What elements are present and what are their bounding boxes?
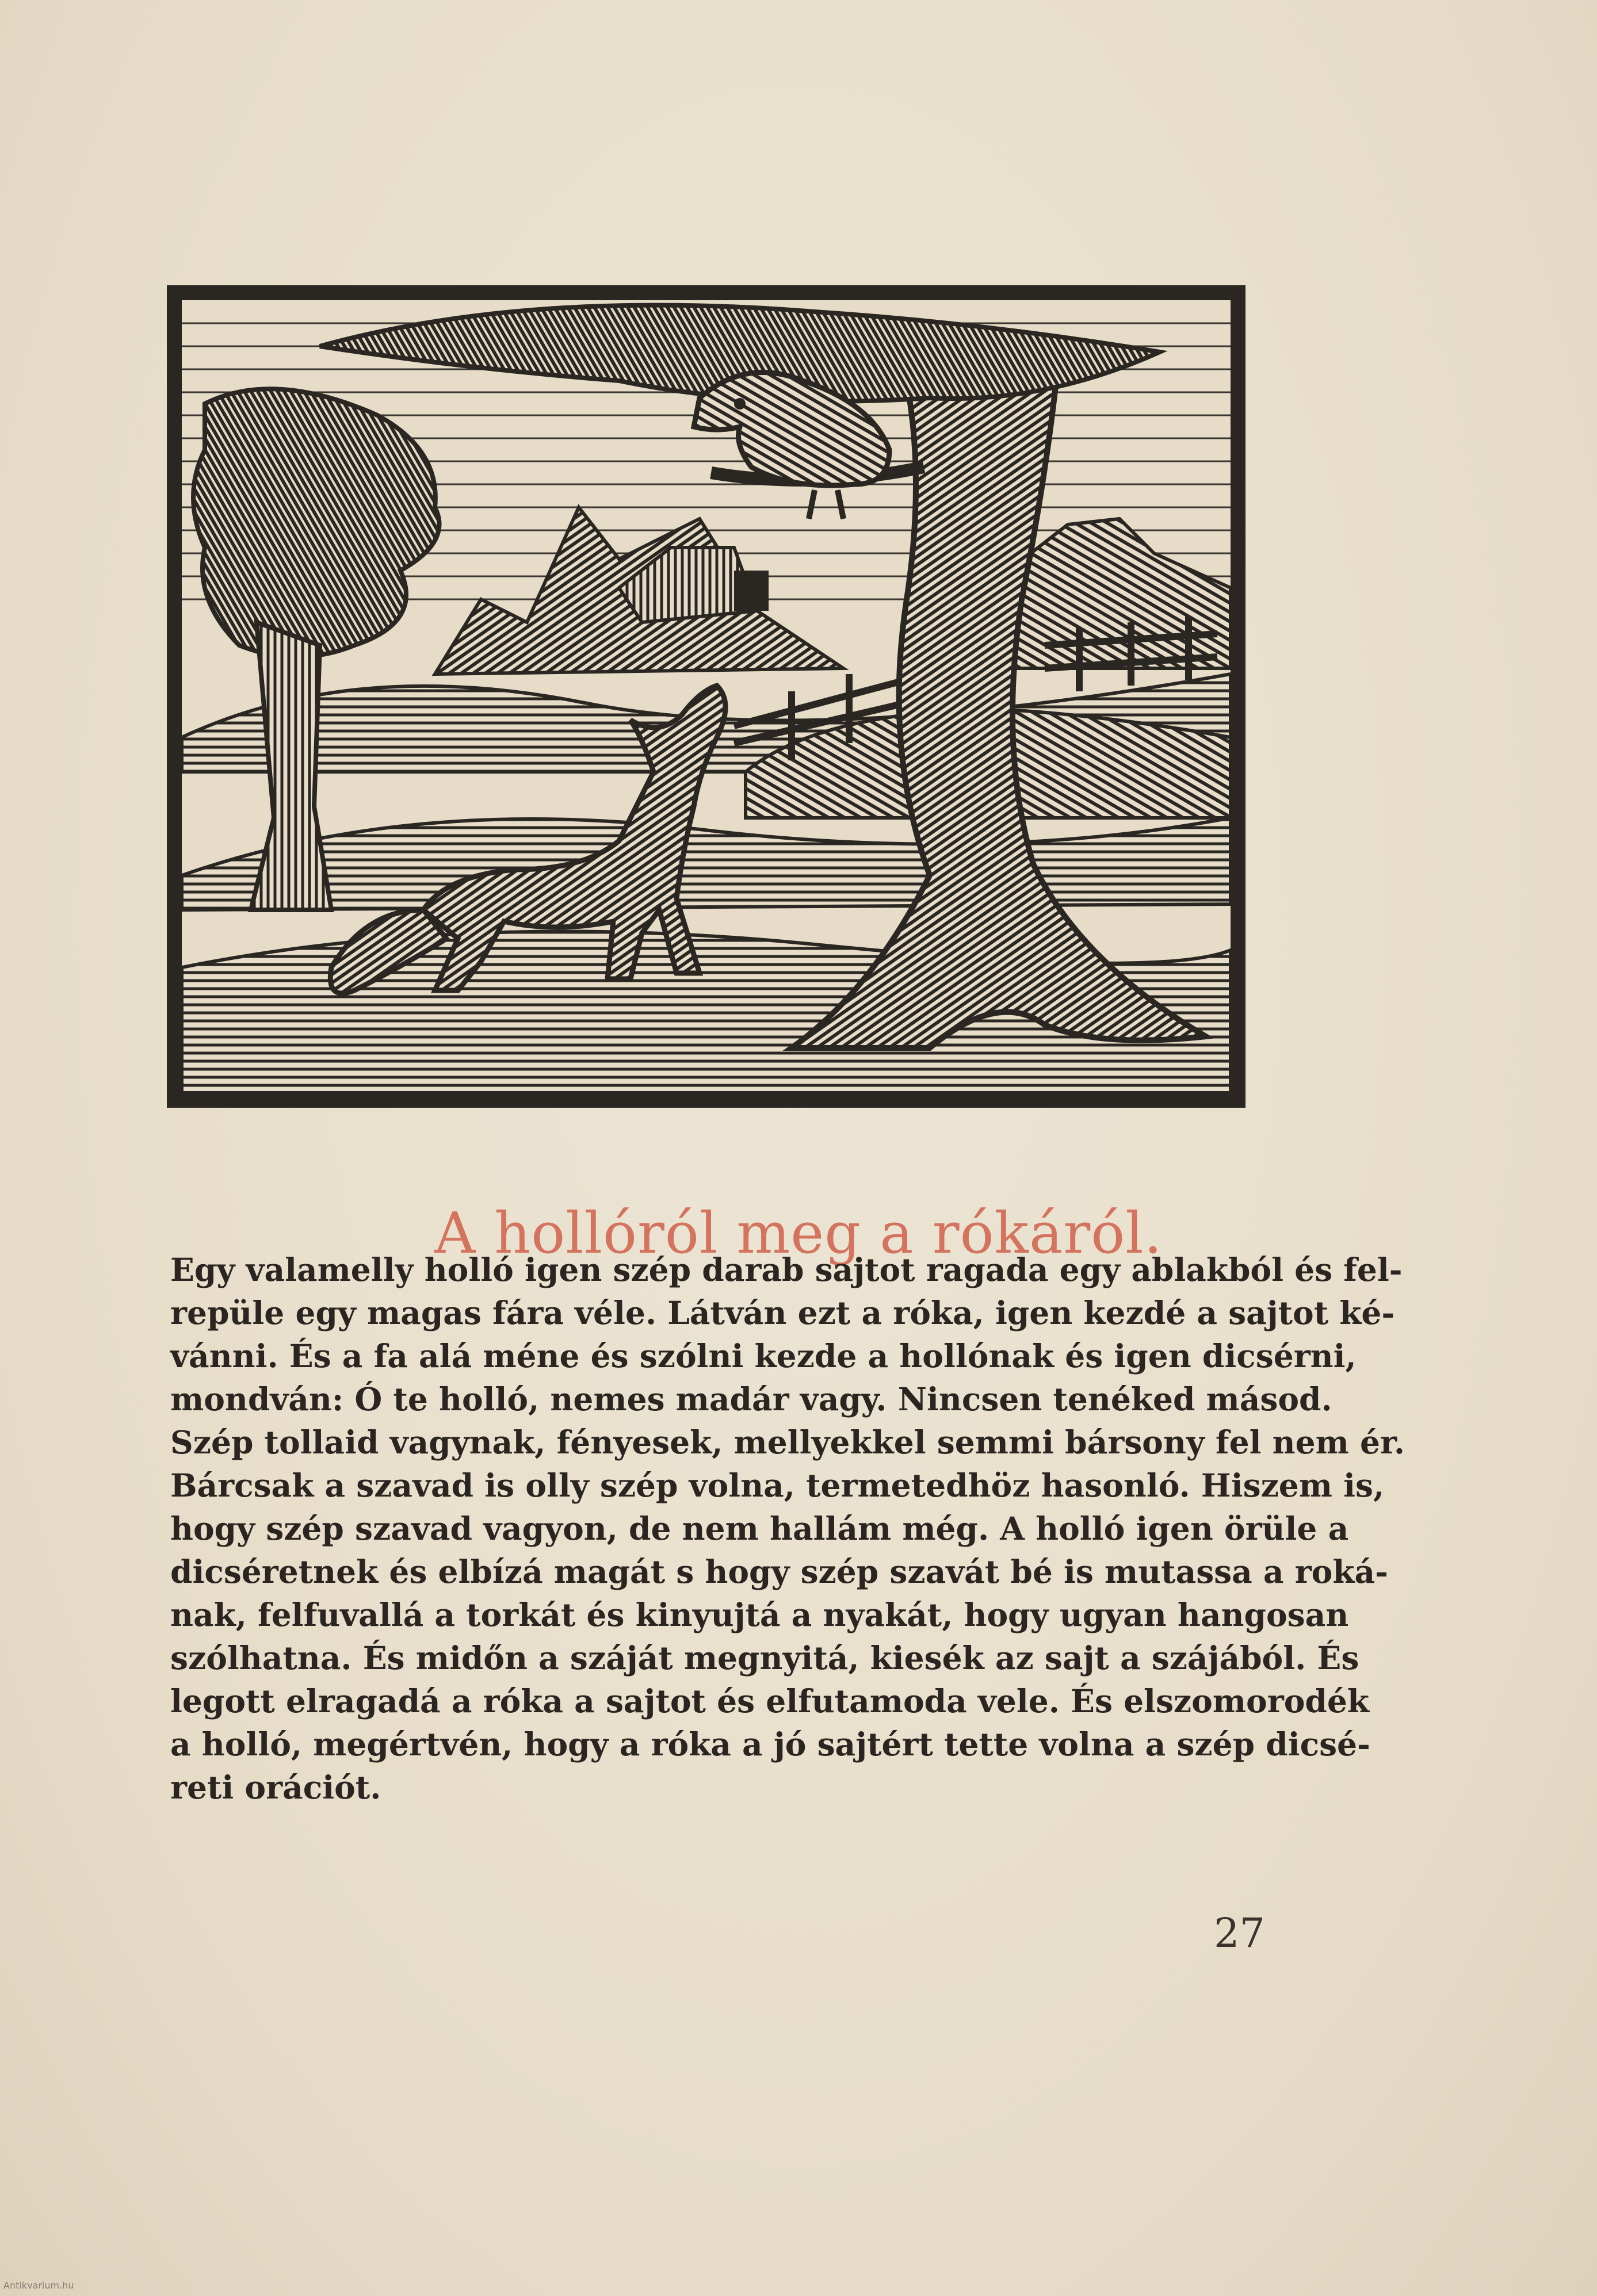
text-line: mondván: Ó te holló, nemes madár vagy. Nincsen tenéked másod. <box>170 1380 1332 1418</box>
text-line: Egy valamelly holló igen szép darab sajtot ragada egy ablakból és fel- <box>170 1251 1403 1288</box>
page-number: 27 <box>1214 1909 1266 1957</box>
text-line: reti orációt. <box>170 1769 381 1806</box>
raven-and-fox-woodcut <box>182 300 1231 1093</box>
text-line: szólhatna. És midőn a száját megnyitá, kiesék az sajt a szájából. És <box>170 1639 1359 1677</box>
fable-text <box>170 1248 1405 1809</box>
text-line: vánni. És a fa alá méne és szólni kezde a hollónak és igen dicsérni, <box>170 1337 1357 1375</box>
text-line: dicséretnek és elbízá magát s hogy szép szavát bé is mutassa a roká- <box>170 1553 1388 1590</box>
text-line: legott elragadá a róka a sajtot és elfutamoda vele. És elszomorodék <box>170 1682 1369 1720</box>
text-line: nak, felfuvallá a torkát és kinyujtá a nyakát, hogy ugyan hangosan <box>170 1596 1349 1633</box>
text-line: repüle egy magas fára véle. Látván ezt a róka, igen kezdé a sajtot ké- <box>170 1294 1395 1331</box>
text-line: Bárcsak a szavad is olly szép volna, termetedhöz hasonló. Hiszem is, <box>170 1467 1385 1504</box>
text-line: Szép tollaid vagynak, fényesek, mellyekkel semmi bársony fel nem ér. <box>170 1423 1405 1461</box>
fable-title: A hollóról meg a rókáról. <box>434 1200 1163 1266</box>
watermark: Antikvarium.hu <box>3 2280 74 2291</box>
text-line: hogy szép szavad vagyon, de nem hallám még. A holló igen örüle a <box>170 1510 1349 1547</box>
woodcut-illustration <box>167 285 1245 1108</box>
text-line: a holló, megértvén, hogy a róka a jó sajtért tette volna a szép dicsé- <box>170 1725 1370 1763</box>
